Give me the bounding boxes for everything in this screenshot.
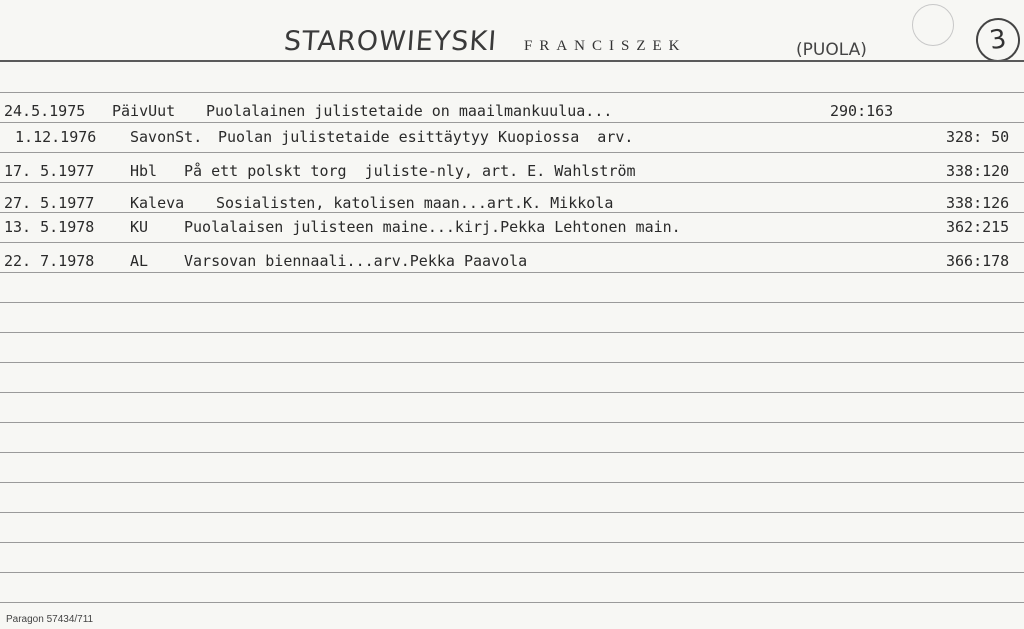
entry-title: Puolan julistetaide esittäytyy Kuopiossa arv. [218, 128, 634, 146]
rule [0, 302, 1024, 303]
rule [0, 512, 1024, 513]
entry-row [0, 252, 1024, 278]
header-rule [0, 60, 1024, 62]
printer-imprint: Paragon 57434/711 [6, 614, 94, 625]
entry-date: 22. 7.1978 [4, 252, 95, 270]
entry-ref: 338:120 [946, 162, 1010, 180]
entry-date: 1.12.1976 [6, 128, 97, 146]
entry-date: 27. 5.1977 [4, 194, 95, 212]
entry-title: På ett polskt torg juliste-nly, art. E. Wahlström [184, 162, 636, 180]
nationality-note: (PUOLA) [796, 40, 867, 60]
surname-handwritten: STAROWIEYSKI [282, 26, 499, 57]
entry-row [0, 194, 1024, 220]
entry-date: 17. 5.1977 [4, 162, 95, 180]
entry-source: SavonSt. [130, 128, 203, 146]
rule [0, 92, 1024, 93]
entry-source: PäivUut [112, 102, 176, 120]
given-name: FRANCISZEK [524, 38, 687, 54]
rule [0, 572, 1024, 573]
rule [0, 602, 1024, 603]
rule [0, 422, 1024, 423]
entry-row [0, 102, 1024, 128]
entry-ref: 362:215 [946, 218, 1010, 236]
rule [0, 362, 1024, 363]
entry-title: Varsovan biennaali...arv.Pekka Paavola [184, 252, 528, 270]
rule [0, 332, 1024, 333]
rule [0, 452, 1024, 453]
entry-title: Sosialisten, katolisen maan...art.K. Mikkola [216, 194, 614, 212]
entry-ref: 290:163 [830, 102, 894, 120]
entry-source: KU [130, 218, 149, 236]
entry-source: Hbl [130, 162, 158, 180]
entry-ref: 328: 50 [946, 128, 1010, 146]
rule [0, 482, 1024, 483]
entry-source: AL [130, 252, 149, 270]
entry-row [0, 218, 1024, 244]
stamp-mark [912, 4, 954, 46]
card-number: 3 [973, 15, 1023, 65]
rule [0, 392, 1024, 393]
rule [0, 542, 1024, 543]
entry-source: Kaleva [130, 194, 185, 212]
entry-ref: 366:178 [946, 252, 1010, 270]
entry-title: Puolalaisen julisteen maine...kirj.Pekka Lehtonen main. [184, 218, 681, 236]
entry-date: 13. 5.1978 [4, 218, 95, 236]
entry-title: Puolalainen julistetaide on maailmankuulua... [206, 102, 613, 120]
entry-date: 24.5.1975 [4, 102, 86, 120]
entry-row [0, 128, 1024, 154]
entry-ref: 338:126 [946, 194, 1010, 212]
entry-row [0, 162, 1024, 188]
